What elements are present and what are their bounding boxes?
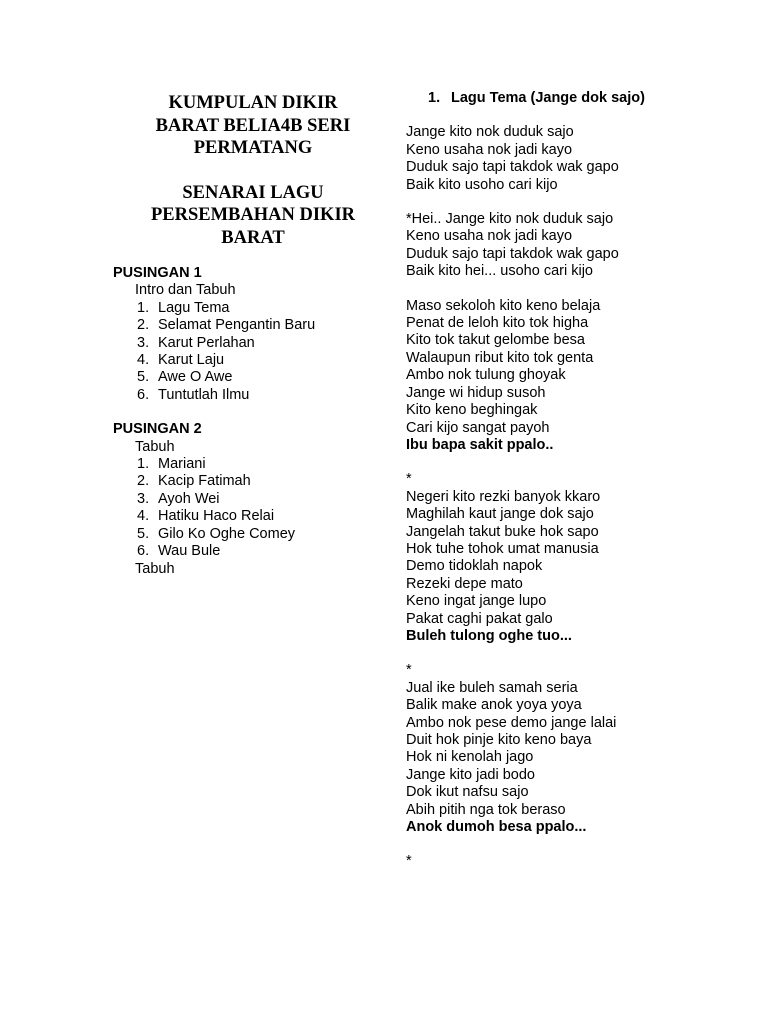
verse-2 bbox=[406, 211, 746, 281]
lyric-line: Ambo nok pese demo jange lalai bbox=[406, 714, 617, 731]
verse-3 bbox=[406, 298, 746, 455]
item-label: Karut Laju bbox=[158, 352, 225, 369]
lyric-line: Baik kito usoho cari kijo bbox=[406, 176, 558, 193]
document-title bbox=[103, 92, 403, 160]
item-number: 6. bbox=[137, 543, 150, 560]
lyric-line: Jual ike buleh samah seria bbox=[406, 679, 578, 696]
lyric-line: Abih pitih nga tok beraso bbox=[406, 801, 566, 818]
item-number: 6. bbox=[137, 386, 150, 403]
list-item bbox=[137, 387, 383, 404]
lyric-line: Duit hok pinje kito keno baya bbox=[406, 731, 592, 748]
lyric-line: Baik kito hei... usoho cari kijo bbox=[406, 263, 593, 280]
verse-4 bbox=[406, 489, 746, 646]
left-column bbox=[113, 92, 383, 578]
list-item bbox=[137, 369, 383, 386]
lyric-line: Kito keno beghingak bbox=[406, 402, 538, 419]
lyric-line: Cari kijo sangat payoh bbox=[406, 419, 550, 436]
lyric-line: Maghilah kaut jange dok sajo bbox=[406, 506, 594, 523]
lyric-line: Hok tuhe tohok umat manusia bbox=[406, 540, 599, 557]
lyric-line-bold: Anok dumoh besa ppalo... bbox=[406, 819, 587, 835]
lyric-line: Jangelah takut buke hok sapo bbox=[406, 523, 599, 540]
lyric-line: Demo tidoklah napok bbox=[406, 558, 543, 575]
right-column bbox=[406, 90, 746, 871]
item-label: Selamat Pengantin Baru bbox=[158, 317, 316, 334]
item-number: 1. bbox=[137, 299, 150, 316]
list-item bbox=[137, 473, 383, 490]
lyric-line: Dok ikut nafsu sajo bbox=[406, 784, 529, 801]
list-item bbox=[137, 491, 383, 508]
lyric-line: Keno usaha nok jadi kayo bbox=[406, 228, 573, 245]
item-label: Ayoh Wei bbox=[158, 490, 220, 507]
list-item bbox=[137, 352, 383, 369]
lyric-line: Negeri kito rezki banyok kkaro bbox=[406, 488, 601, 505]
list-item bbox=[137, 508, 383, 525]
item-number: 3. bbox=[137, 490, 150, 507]
item-label: Gilo Ko Oghe Comey bbox=[158, 525, 296, 542]
lyric-line: Duduk sajo tapi takdok wak gapo bbox=[406, 245, 619, 262]
title-line: BARAT BELIA4B SERI bbox=[155, 115, 351, 136]
lyric-line: Rezeki depe mato bbox=[406, 575, 523, 592]
item-label: Kacip Fatimah bbox=[158, 473, 251, 490]
item-label: Karut Perlahan bbox=[158, 334, 255, 351]
lyric-line: Jange kito nok duduk sajo bbox=[406, 124, 574, 141]
verse-5 bbox=[406, 680, 746, 837]
item-number: 3. bbox=[137, 334, 150, 351]
lyric-line: Walaupun ribut kito tok genta bbox=[406, 349, 594, 366]
round-2-intro: Tabuh bbox=[135, 438, 175, 455]
round-2-outro: Tabuh bbox=[135, 560, 175, 577]
chorus-marker: * bbox=[406, 471, 412, 488]
list-item bbox=[137, 543, 383, 560]
lyric-line: Ambo nok tulung ghoyak bbox=[406, 367, 566, 384]
song-heading bbox=[428, 90, 746, 107]
item-number: 4. bbox=[137, 352, 150, 369]
item-label: Lagu Tema bbox=[158, 299, 230, 316]
round-1-intro: Intro dan Tabuh bbox=[135, 282, 236, 299]
round-1-list bbox=[113, 300, 383, 404]
lyric-line: Kito tok takut gelombe besa bbox=[406, 332, 585, 349]
item-label: Tuntutlah Ilmu bbox=[158, 386, 250, 403]
list-item bbox=[137, 335, 383, 352]
song-title: Lagu Tema (Jange dok sajo) bbox=[451, 90, 645, 106]
chorus-marker: * bbox=[406, 853, 412, 870]
lyric-line: Duduk sajo tapi takdok wak gapo bbox=[406, 159, 619, 176]
title-line: KUMPULAN DIKIR bbox=[168, 93, 338, 113]
item-label: Awe O Awe bbox=[158, 369, 233, 386]
lyric-line: *Hei.. Jange kito nok duduk sajo bbox=[406, 211, 614, 228]
lyric-line: Jange kito jadi bodo bbox=[406, 766, 535, 783]
verse-1 bbox=[406, 124, 746, 194]
lyric-line-bold: Ibu bapa sakit ppalo.. bbox=[406, 436, 554, 453]
chorus-marker: * bbox=[406, 662, 412, 679]
subtitle-line: SENARAI LAGU bbox=[182, 182, 324, 203]
item-label: Mariani bbox=[158, 456, 206, 473]
lyric-line: Balik make anok yoya yoya bbox=[406, 697, 582, 714]
document-subtitle bbox=[103, 182, 403, 250]
item-number: 4. bbox=[137, 508, 150, 525]
list-item bbox=[137, 300, 383, 317]
list-item bbox=[137, 526, 383, 543]
list-item bbox=[137, 317, 383, 334]
subtitle-line: BARAT bbox=[221, 227, 285, 248]
lyric-line: Keno ingat jange lupo bbox=[406, 593, 547, 610]
subtitle-line: PERSEMBAHAN DIKIR bbox=[150, 205, 356, 225]
list-item bbox=[137, 456, 383, 473]
round-1-heading: PUSINGAN 1 bbox=[113, 265, 202, 281]
lyric-line: Jange wi hidup susoh bbox=[406, 384, 546, 401]
item-label: Hatiku Haco Relai bbox=[158, 508, 275, 525]
lyric-line: Penat de leloh kito tok higha bbox=[406, 315, 589, 332]
title-line: PERMATANG bbox=[193, 138, 313, 158]
item-label: Wau Bule bbox=[158, 543, 221, 560]
item-number: 2. bbox=[137, 317, 150, 334]
lyric-line: Pakat caghi pakat galo bbox=[406, 610, 553, 627]
item-number: 2. bbox=[137, 473, 150, 490]
item-number: 1. bbox=[137, 456, 150, 473]
lyric-line: Maso sekoloh kito keno belaja bbox=[406, 297, 601, 314]
lyric-line: Hok ni kenolah jago bbox=[406, 749, 534, 766]
item-number: 5. bbox=[137, 525, 150, 542]
lyric-line-bold: Buleh tulong oghe tuo... bbox=[406, 627, 572, 644]
round-2-list bbox=[113, 456, 383, 560]
item-number: 5. bbox=[137, 369, 150, 386]
lyric-line: Keno usaha nok jadi kayo bbox=[406, 141, 573, 158]
round-2-heading: PUSINGAN 2 bbox=[113, 421, 202, 438]
song-number: 1. bbox=[428, 90, 441, 106]
